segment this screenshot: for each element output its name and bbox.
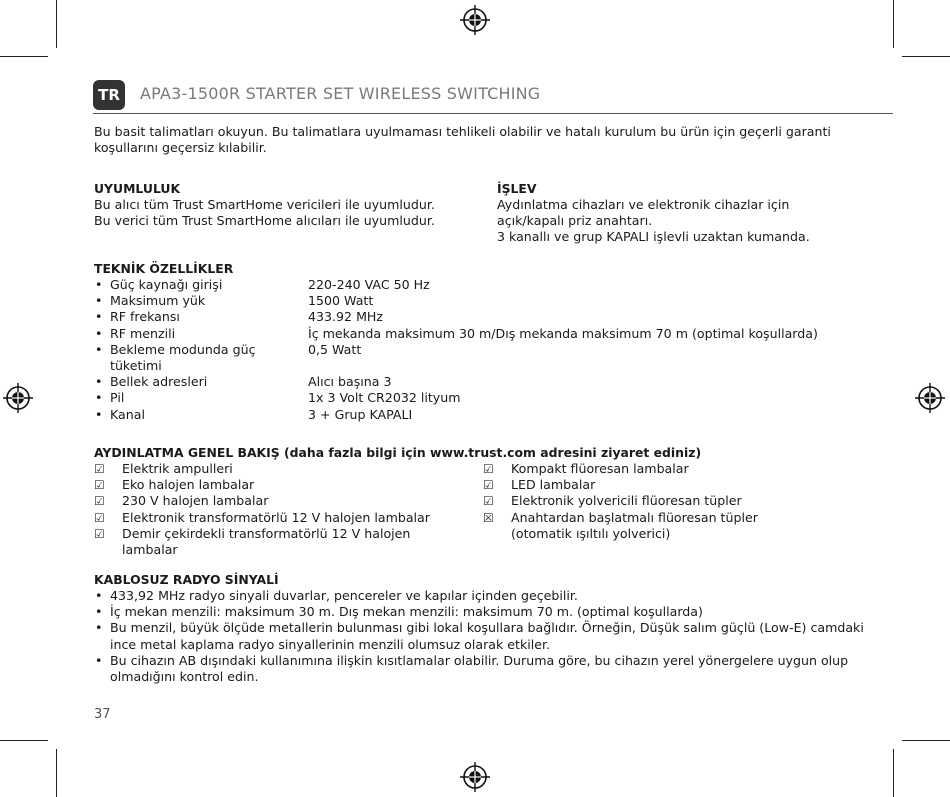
list-item-label: Elektronik yolvericili flüoresan tüpler [511,493,742,509]
list-item-label: Demir çekirdekli transformatörlü 12 V halojen lambalar [122,525,411,558]
list-item [94,588,864,604]
crop-mark [893,0,894,48]
list-item [94,653,864,685]
bullet-icon: • [95,652,103,668]
section-heading: TEKNİK ÖZELLİKLER [94,261,234,276]
function-line: açık/kapalı priz anahtarı. [497,213,653,229]
bullet-icon: • [95,604,103,620]
spec-value: Alıcı başına 3 [308,374,392,390]
section-heading: AYDINLATMA GENEL BAKIŞ (daha fazla bilgi için www.trust.com adresini ziyaret ediniz) [94,445,702,460]
registration-mark-icon [914,382,946,414]
spec-label: • Pil [94,390,308,406]
list-item [483,493,873,509]
compatibility-line: Bu verici tüm Trust SmartHome alıcıları ile uyumludur. [94,213,435,229]
list-item [94,477,483,493]
crop-mark [56,749,57,797]
list-item-label: İç mekan menzili: maksimum 30 m. Dış mekan menzili: maksimum 70 m. (optimal koşullarda) [110,604,703,620]
spec-label: • RF menzili [94,326,308,342]
registration-mark-icon [459,761,491,793]
list-item-label: LED lambalar [511,477,596,493]
compatibility-section [94,181,484,229]
spec-row [94,326,894,342]
checkbox-checked-icon: ☑ [94,478,105,493]
list-item-label: Eko halojen lambalar [122,477,255,493]
lighting-list-right [483,461,873,558]
spec-label: • RF frekansı [94,309,308,325]
list-item-label: Bu cihazın AB dışındaki kullanımına ilişkin kısıtlamalar olabilir. Duruma göre, bu cihazın yerel yönergelere uygun olup olmadığını kontrol edin. [110,652,849,685]
checkbox-checked-icon: ☑ [94,526,105,541]
spec-row [94,293,894,309]
spec-value: 1500 Watt [308,293,374,309]
list-item-label: Elektronik transformatörlü 12 V halojen lambalar [122,509,430,525]
spec-label: • Kanal [94,407,308,423]
crop-mark [0,740,48,741]
header-divider [93,113,893,114]
list-item [94,510,483,526]
wireless-radio-section [94,572,864,685]
function-section [497,181,857,246]
spec-value: 3 + Grup KAPALI [308,406,413,422]
list-item [94,526,483,558]
spec-value: 220-240 VAC 50 Hz [308,277,430,292]
spec-row [94,374,894,390]
spec-row [94,277,894,293]
bullet-icon: • [95,620,103,636]
checkbox-checked-icon: ☑ [94,462,105,476]
spec-row [94,390,894,406]
compatibility-line: Bu alıcı tüm Trust SmartHome vericileri ile uyumludur. [94,197,435,212]
list-item [483,510,873,542]
list-item-label: Elektrik ampulleri [122,461,233,476]
list-item [94,620,864,652]
list-item [94,493,483,509]
list-item [94,604,864,620]
crop-mark [0,56,48,57]
checkbox-crossed-icon: ☒ [483,510,494,525]
spec-value: 433.92 MHz [308,309,384,325]
crop-mark [56,0,57,48]
list-item-label: 230 V halojen lambalar [122,493,269,509]
spec-label: • Bellek adresleri [94,374,308,390]
registration-mark-icon [459,4,491,36]
spec-label: • Bekleme modunda güç tüketimi [94,342,308,374]
spec-row [94,342,894,374]
list-item-label: Anahtardan başlatmalı flüoresan tüpler (otomatik ışıltılı yolverici) [511,509,758,541]
language-badge: TR [93,80,125,110]
section-heading: İŞLEV [497,181,537,196]
section-heading: KABLOSUZ RADYO SİNYALİ [94,572,279,587]
checkbox-checked-icon: ☑ [483,478,494,493]
page-number: 37 [94,707,111,722]
function-line: Aydınlatma cihazları ve elektronik cihazlar için [497,197,790,212]
checkbox-checked-icon: ☑ [483,494,494,509]
crop-mark [902,740,950,741]
spec-label: • Maksimum yük [94,293,308,309]
checkbox-checked-icon: ☑ [94,494,105,509]
spec-row [94,309,894,325]
technical-specs-section [94,261,894,423]
list-item [483,477,873,493]
bullet-icon: • [95,588,103,603]
spec-value: 0,5 Watt [308,341,362,357]
intro-paragraph: Bu basit talimatları okuyun. Bu talimatlara uyulmaması tehlikeli olabilir ve hatalı kurulum bu ürün için geçerli garanti koşullarını geçersiz kılabilir. [94,124,831,156]
list-item-label: 433,92 MHz radyo sinyali duvarlar, pencereler ve kapılar içinden geçebilir. [110,588,578,603]
spec-label: • Güç kaynağı girişi [94,277,308,293]
spec-value: 1x 3 Volt CR2032 lityum [308,390,461,406]
document-title: APA3-1500R STARTER SET WIRELESS SWITCHING [140,84,541,103]
lighting-list-left [94,461,483,558]
spec-row [94,407,894,423]
crop-mark [902,56,950,57]
list-item-label: Bu menzil, büyük ölçüde metallerin bulunması gibi lokal koşullara bağlıdır. Örneğin, Düşük salım güçlü (Low-E) camdaki ince metal kaplama radyo sinyallerinin menzili olumsuz olarak etkiler. [110,620,864,652]
list-item [94,461,483,477]
crop-mark [893,749,894,797]
lighting-overview-section [94,445,894,558]
function-line: 3 kanallı ve grup KAPALI işlevli uzaktan kumanda. [497,229,810,245]
section-heading: UYUMLULUK [94,181,181,196]
list-item-label: Kompakt flüoresan lambalar [511,461,689,476]
checkbox-checked-icon: ☑ [94,510,105,525]
checkbox-checked-icon: ☑ [483,462,494,476]
spec-value: İç mekanda maksimum 30 m/Dış mekanda maksimum 70 m (optimal koşullarda) [308,325,818,341]
registration-mark-icon [2,382,34,414]
list-item [483,461,873,477]
